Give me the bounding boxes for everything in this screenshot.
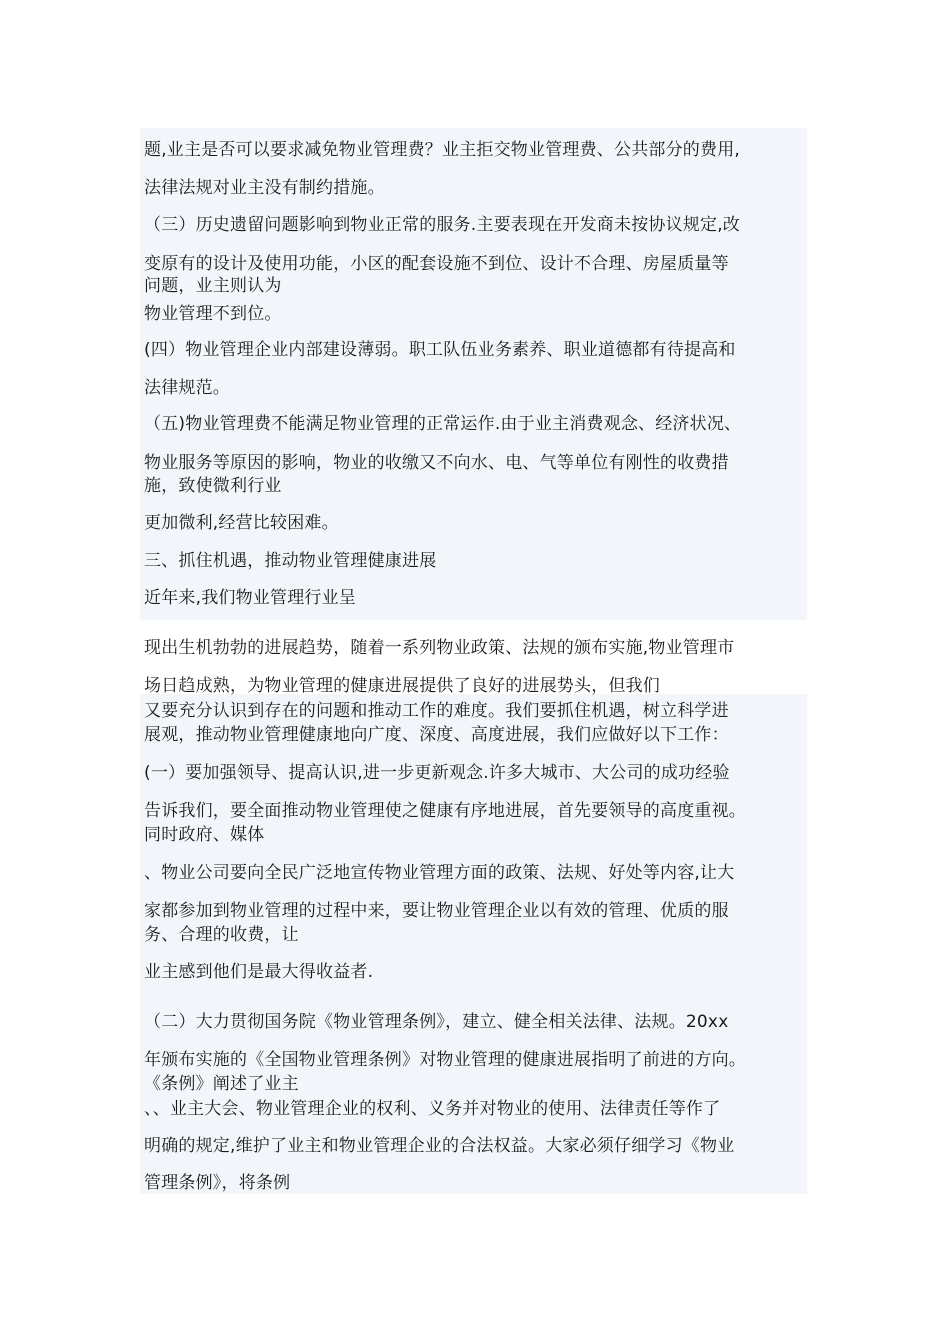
text-line: 年颁布实施的《全国物业管理条例》对物业管理的健康进展指明了前进的方向。 xyxy=(144,1050,746,1070)
text-line: 同时政府、媒体 xyxy=(144,825,265,845)
text-line: 展观，推动物业管理健康地向广度、深度、高度进展，我们应做好以下工作： xyxy=(144,725,729,745)
text-line: 《条例》阐述了业主 xyxy=(144,1074,299,1094)
section-heading: 三、抓住机遇，推动物业管理健康进展 xyxy=(144,551,437,571)
text-line: 变原有的设计及使用功能，小区的配套设施不到位、设计不合理、房屋质量等 xyxy=(144,254,729,274)
text-line: 近年来,我们物业管理行业呈 xyxy=(144,588,357,608)
highlight-band xyxy=(140,128,807,620)
text-line: 更加微利,经营比较困难。 xyxy=(144,513,339,533)
text-line: （五)物业管理费不能满足物业管理的正常运作.由于业主消费观念、经济状况、 xyxy=(144,414,742,434)
text-line: （二）大力贯彻国务院《物业管理条例》，建立、健全相关法律、法规。20xx xyxy=(144,1012,729,1032)
text-line: 明确的规定,维护了业主和物业管理企业的合法权益。大家必须仔细学习《物业 xyxy=(144,1136,735,1156)
text-line: 业主感到他们是最大得收益者. xyxy=(144,962,374,982)
text-line: 管理条例》，将条例 xyxy=(144,1173,291,1193)
text-line: 法律规范。 xyxy=(144,378,230,398)
text-line: 务、合理的收费，让 xyxy=(144,925,299,945)
text-line: 题,业主是否可以要求减免物业管理费？业主拒交物业管理费、公共部分的费用, xyxy=(144,140,741,160)
text-line: 告诉我们，要全面推动物业管理使之健康有序地进展，首先要领导的高度重视。 xyxy=(144,801,746,821)
text-line: 家都参加到物业管理的过程中来，要让物业管理企业以有效的管理、优质的服 xyxy=(144,901,729,921)
text-line: 现出生机勃勃的进展趋势，随着一系列物业政策、法规的颁布实施,物业管理市 xyxy=(144,638,735,658)
text-line: 问题，业主则认为 xyxy=(144,276,282,296)
text-line: 、、业主大会、物业管理企业的权利、义务并对物业的使用、法律责任等作了 xyxy=(144,1099,721,1119)
text-line: (一）要加强领导、提高认识,进一步更新观念.许多大城市、大公司的成功经验 xyxy=(144,763,730,783)
text-line: 场日趋成熟，为物业管理的健康进展提供了良好的进展势头，但我们 xyxy=(144,676,660,696)
text-line: 物业管理不到位。 xyxy=(144,304,282,324)
text-line: 、物业公司要向全民广泛地宣传物业管理方面的政策、法规、好处等内容,让大 xyxy=(144,863,735,883)
text-line: 又要充分认识到存在的问题和推动工作的难度。我们要抓住机遇，树立科学进 xyxy=(144,701,729,721)
text-line: 物业服务等原因的影响，物业的收缴又不向水、电、气等单位有刚性的收费措 xyxy=(144,453,729,473)
text-line: 施，致使微利行业 xyxy=(144,476,282,496)
text-line: (四）物业管理企业内部建设薄弱。职工队伍业务素养、职业道德都有待提高和 xyxy=(144,340,736,360)
text-line: 法律法规对业主没有制约措施。 xyxy=(144,178,385,198)
text-line: （三）历史遗留问题影响到物业正常的服务.主要表现在开发商未按协议规定,改 xyxy=(144,215,741,235)
